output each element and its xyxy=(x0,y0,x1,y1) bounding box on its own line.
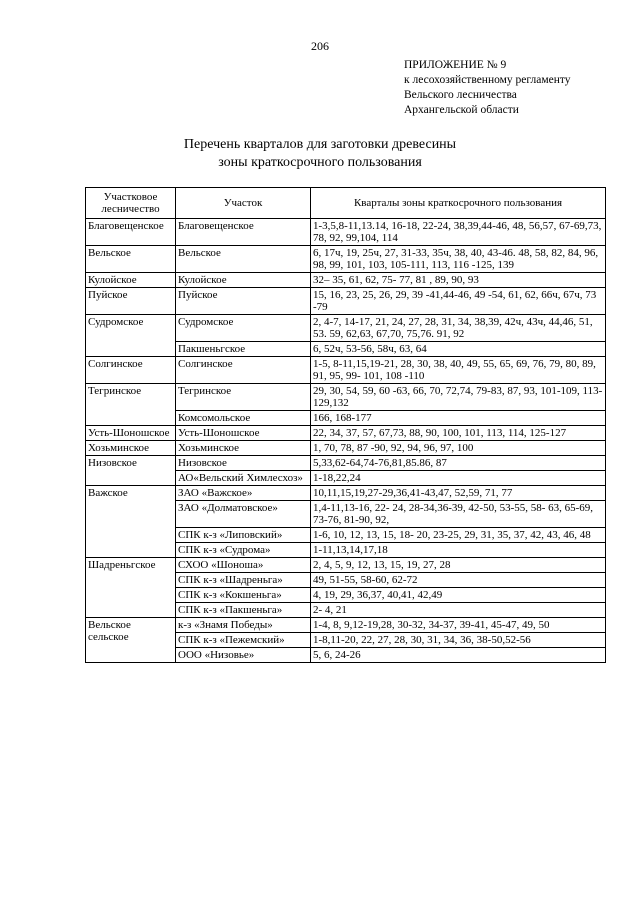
table-row xyxy=(86,558,606,573)
section-cell: Благовещенское xyxy=(176,219,311,246)
header-section: Участок xyxy=(176,188,311,219)
quarters-cell: 1-18,22,24 xyxy=(311,471,606,486)
page-number: 206 xyxy=(311,39,329,53)
section-cell: Вельское xyxy=(176,246,311,273)
appendix-line: Архангельской области xyxy=(404,104,519,116)
section-cell: СПК к-з «Пакшеньга» xyxy=(176,603,311,618)
forestry-cell: Кулойское xyxy=(86,273,176,288)
section-cell: Судромское xyxy=(176,315,311,342)
title-line: Перечень кварталов для заготовки древесины xyxy=(183,137,457,152)
section-cell: Хозьминское xyxy=(176,441,311,456)
quarters-cell: 5, 6, 24-26 xyxy=(311,648,606,663)
quarters-cell: 1,4-11,13-16, 22- 24, 28-34,36-39, 42-50, 53-55, 58- 63, 65-69, 73-76, 81-90, 92, xyxy=(311,501,606,528)
table-row xyxy=(86,486,606,501)
appendix-line: к лесохозяйственному регламенту xyxy=(404,74,571,86)
table-header-row xyxy=(86,188,606,219)
section-cell: Усть-Шоношское xyxy=(176,426,311,441)
forestry-cell: Судромское xyxy=(86,315,176,357)
quarters-cell: 1-3,5,8-11,13.14, 16-18, 22-24, 38,39,44-46, 48, 56,57, 67-69,73, 78, 92, 99,104, 114 xyxy=(311,219,606,246)
section-cell: СХОО «Шоноша» xyxy=(176,558,311,573)
quarters-cell: 1, 70, 78, 87 -90, 92, 94, 96, 97, 100 xyxy=(311,441,606,456)
quarters-cell: 1-11,13,14,17,18 xyxy=(311,543,606,558)
header-quarters: Кварталы зоны краткосрочного пользования xyxy=(311,188,606,219)
section-cell: Кулойское xyxy=(176,273,311,288)
title-line: зоны краткосрочного пользования xyxy=(218,155,422,170)
table-row xyxy=(86,273,606,288)
section-cell: СПК к-з «Липовский» xyxy=(176,528,311,543)
section-cell: Низовское xyxy=(176,456,311,471)
table-row xyxy=(86,441,606,456)
quarters-cell: 15, 16, 23, 25, 26, 29, 39 -41,44-46, 49 -54, 61, 62, 66ч, 67ч, 73 -79 xyxy=(311,288,606,315)
forestry-cell: Вельское сельское xyxy=(86,618,176,663)
table-row xyxy=(86,426,606,441)
section-cell: Солгинское xyxy=(176,357,311,384)
table-row xyxy=(86,618,606,633)
section-cell: Пуйское xyxy=(176,288,311,315)
table-row xyxy=(86,315,606,342)
quarters-table xyxy=(85,187,606,663)
table-row xyxy=(86,357,606,384)
quarters-cell: 2- 4, 21 xyxy=(311,603,606,618)
quarters-cell: 29, 30, 54, 59, 60 -63, 66, 70, 72,74, 79-83, 87, 93, 101-109, 113-129,132 xyxy=(311,384,606,411)
quarters-cell: 1-5, 8-11,15,19-21, 28, 30, 38, 40, 49, 55, 65, 69, 76, 79, 80, 89, 91, 95, 99- 101, 108 -110 xyxy=(311,357,606,384)
section-cell: СПК к-з «Судрома» xyxy=(176,543,311,558)
table-row xyxy=(86,456,606,471)
table-row xyxy=(86,246,606,273)
forestry-cell: Солгинское xyxy=(86,357,176,384)
section-cell: к-з «Знамя Победы» xyxy=(176,618,311,633)
section-cell: Комсомольское xyxy=(176,411,311,426)
quarters-cell: 32– 35, 61, 62, 75- 77, 81 , 89, 90, 93 xyxy=(311,273,606,288)
quarters-cell: 6, 52ч, 53-56, 58ч, 63, 64 xyxy=(311,342,606,357)
section-cell: Пакшеньгское xyxy=(176,342,311,357)
quarters-cell: 166, 168-177 xyxy=(311,411,606,426)
forestry-cell: Тегринское xyxy=(86,384,176,426)
quarters-cell: 2, 4-7, 14-17, 21, 24, 27, 28, 31, 34, 38,39, 42ч, 43ч, 44,46, 51, 53. 59, 62,63, 67,70, 75,76. 91, 92 xyxy=(311,315,606,342)
forestry-cell: Хозьминское xyxy=(86,441,176,456)
forestry-cell: Благовещенское xyxy=(86,219,176,246)
quarters-cell: 49, 51-55, 58-60, 62-72 xyxy=(311,573,606,588)
quarters-cell: 1-8,11-20, 22, 27, 28, 30, 31, 34, 36, 38-50,52-56 xyxy=(311,633,606,648)
appendix-line: Вельского лесничества xyxy=(404,89,517,101)
table-row xyxy=(86,288,606,315)
quarters-cell: 1-4, 8, 9,12-19,28, 30-32, 34-37, 39-41, 45-47, 49, 50 xyxy=(311,618,606,633)
forestry-cell: Вельское xyxy=(86,246,176,273)
header-forestry: Участковое лесничество xyxy=(86,188,176,219)
forestry-cell: Низовское xyxy=(86,456,176,486)
quarters-cell: 5,33,62-64,74-76,81,85.86, 87 xyxy=(311,456,606,471)
quarters-cell: 1-6, 10, 12, 13, 15, 18- 20, 23-25, 29, 31, 35, 37, 42, 43, 46, 48 xyxy=(311,528,606,543)
quarters-cell: 22, 34, 37, 57, 67,73, 88, 90, 100, 101, 113, 114, 125-127 xyxy=(311,426,606,441)
quarters-cell: 2, 4, 5, 9, 12, 13, 15, 19, 27, 28 xyxy=(311,558,606,573)
table-row xyxy=(86,384,606,411)
table-row xyxy=(86,219,606,246)
document-title xyxy=(0,136,640,172)
section-cell: СПК к-з «Пежемский» xyxy=(176,633,311,648)
section-cell: СПК к-з «Кокшеньга» xyxy=(176,588,311,603)
section-cell: ООО «Низовье» xyxy=(176,648,311,663)
quarters-cell: 6, 17ч, 19, 25ч, 27, 31-33, 35ч, 38, 40, 43-46. 48, 58, 82, 84, 96, 98, 99, 101, 103, 105-111, 113, 116 -125, 139 xyxy=(311,246,606,273)
section-cell: ЗАО «Долматовское» xyxy=(176,501,311,528)
forestry-cell: Пуйское xyxy=(86,288,176,315)
quarters-cell: 4, 19, 29, 36,37, 40,41, 42,49 xyxy=(311,588,606,603)
appendix-heading xyxy=(404,58,571,118)
quarters-cell: 10,11,15,19,27-29,36,41-43,47, 52,59, 71, 77 xyxy=(311,486,606,501)
forestry-cell: Важское xyxy=(86,486,176,558)
forestry-cell: Шадреньгское xyxy=(86,558,176,618)
forestry-cell: Усть-Шоношское xyxy=(86,426,176,441)
section-cell: Тегринское xyxy=(176,384,311,411)
section-cell: СПК к-з «Шадреньга» xyxy=(176,573,311,588)
table-body xyxy=(86,219,606,663)
section-cell: АО«Вельский Химлесхоз» xyxy=(176,471,311,486)
section-cell: ЗАО «Важское» xyxy=(176,486,311,501)
appendix-line: ПРИЛОЖЕНИЕ № 9 xyxy=(404,59,507,71)
